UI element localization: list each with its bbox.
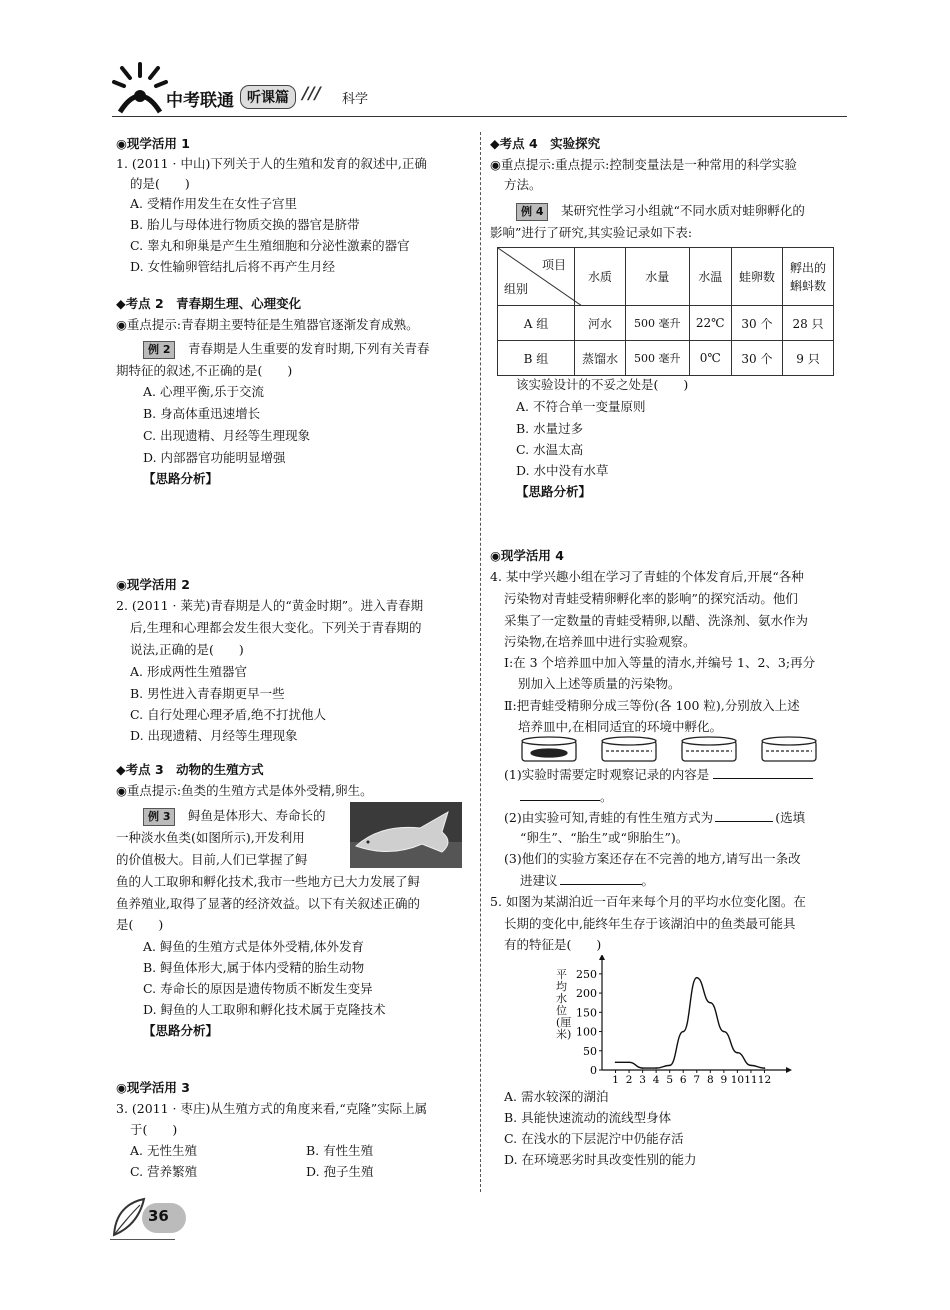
data-point [723,1031,725,1033]
question-line: 后,生理和心理都会发生很大变化。下列关于青春期的 [130,620,422,635]
step-line: Ⅰ:在 3 个培养皿中加入等量的清水,并编号 1、2、3;再分 [504,655,816,670]
table-header: 水量 [626,248,690,306]
option: D. 内部器官功能明显增强 [143,450,286,465]
analysis-label: 【思路分析】 [143,1023,219,1038]
petri-dishes-figure [520,735,820,767]
data-point [764,1067,766,1069]
table-cell: 22℃ [689,306,731,341]
table-cell: 30 个 [731,306,782,341]
analysis-label: 【思路分析】 [516,484,592,499]
answer-blank[interactable] [520,786,600,801]
question-line: 该实验设计的不妥之处是( ) [516,377,689,392]
example-line: 鱼养殖业,取得了显著的经济效益。以下有关叙述正确的 [116,896,420,911]
option: A. 不符合单一变量原则 [516,399,646,414]
option: A. 形成两性生殖器官 [130,664,247,679]
step-line: Ⅱ:把青蛙受精卵分成三等份(各 100 粒),分别放入上述 [504,698,800,713]
data-point [615,1062,617,1064]
y-tick-label: 50 [583,1044,597,1058]
subquestion-line [520,870,654,891]
example-line: 一种淡水鱼类(如图所示),开发利用 [116,830,305,845]
question-line: 3. (2011 · 枣庄)从生殖方式的角度来看,“克隆”实际上属 [116,1101,428,1116]
option: D. 水中没有水草 [516,463,609,478]
analysis-label: 【思路分析】 [143,471,219,486]
brand-title: 中考联通 [166,91,234,111]
topic-title: ◆考点 2 青春期生理、心理变化 [116,296,302,311]
y-tick-label: 250 [576,967,597,981]
section-tag: 听课篇 [240,85,296,109]
y-tick-label: 0 [590,1064,597,1077]
corner-top-label: 项目 [542,258,567,272]
question-line: 1. (2011 · 中山)下列关于人的生殖和发育的叙述中,正确 [116,156,427,171]
table-cell: 0℃ [689,341,731,376]
y-tick-label: 100 [576,1025,597,1039]
x-tick-label: 1 [612,1074,619,1086]
water-level-chart [552,955,792,1090]
example-line: 鱼的人工取卵和孵化技术,我市一些地方已大力发展了鲟 [116,874,420,889]
option: A. 鲟鱼的生殖方式是体外受精,体外发育 [143,939,364,954]
table-cell: 9 只 [783,341,834,376]
line-chart [552,955,792,1090]
section-title: ◉现学活用 3 [116,1080,190,1095]
question-line: 的是( ) [130,176,190,191]
x-tick-label: 2 [625,1074,633,1086]
example-badge: 例 2 [143,341,175,359]
subquestion-text: 进建议 [520,873,558,888]
header-rule [112,116,847,117]
option: D. 在环境恶劣时具改变性别的能力 [504,1152,697,1167]
page-number: 36 [148,1207,169,1225]
corner-bottom-label: 组别 [504,282,529,296]
subquestion-text: 。 [641,873,655,888]
section-title: ◉现学活用 4 [490,548,564,563]
subquestion-text: (1)实验时需要定时观察记录的内容是 [504,767,710,782]
question-line: 2. (2011 · 莱芜)青春期是人的“黄金时期”。进入青春期 [116,598,424,613]
answer-blank[interactable] [560,870,642,885]
example-line [143,339,429,359]
subquestion-line: (3)他们的实验方案还存在不完善的地方,请写出一条改 [504,851,801,866]
option: B. 胎儿与母体进行物质交换的器官是脐带 [130,217,360,232]
x-tick-label: 7 [693,1074,701,1086]
topic-title: ◆考点 4 实验探究 [490,136,601,151]
example-line: 影响”进行了研究,其实验记录如下表: [490,225,693,240]
data-point [642,1067,644,1069]
question-line: 有的特征是( ) [504,937,602,952]
data-point [628,1062,630,1064]
footer-rule [110,1239,175,1240]
option: D. 鲟鱼的人工取卵和孵化技术属于克隆技术 [143,1002,386,1017]
sun-logo-icon [110,60,170,120]
subquestion-text: (选填 [775,810,806,825]
subject-label: 科学 [342,92,369,107]
question-line: 5. 如图为某湖泊近一百年来每个月的平均水位变化图。在 [490,894,806,909]
example-text: 鲟鱼是体形大、寿命长的 [188,808,326,823]
option: C. 营养繁殖 [130,1164,198,1179]
x-axis-arrow [786,1067,792,1073]
data-point [710,1002,712,1004]
option: A. 心理平衡,乐于交流 [143,384,264,399]
data-point [655,1067,657,1069]
question-line: 污染物对青蛙受精卵孵化率的影响”的探究活动。他们 [504,591,798,606]
option: D. 孢子生殖 [306,1164,374,1179]
option: B. 有性生殖 [306,1143,374,1158]
table-corner-cell [498,248,575,306]
option: D. 女性输卵管结扎后将不再产生月经 [130,259,336,274]
data-point [696,977,698,979]
x-tick-label: 5 [666,1074,674,1086]
answer-blank[interactable] [713,764,813,779]
table-cell: 河水 [575,306,626,341]
answer-blank[interactable] [715,807,773,822]
subquestion-line [504,807,805,828]
y-tick-label: 200 [576,987,597,1001]
table-row [498,341,834,376]
option: B. 水量过多 [516,421,584,436]
x-tick-label: 4 [652,1074,660,1086]
example-text: 某研究性学习小组就“不同水质对蛙卵孵化的 [561,203,805,218]
petri-dish-icon [602,737,656,761]
petri-dish-icon [762,737,816,761]
diagonal-line [498,248,582,306]
x-tick-label: 6 [679,1074,687,1086]
example-badge: 例 3 [143,808,175,826]
subquestion-line [520,786,613,807]
table-cell: 30 个 [731,341,782,376]
option: C. 水温太高 [516,442,584,457]
example-line: 期特征的叙述,不正确的是( ) [116,363,293,378]
table-header: 孵出的蝌蚪数 [783,248,834,306]
y-axis-arrow [599,955,605,960]
question-line: 4. 某中学兴趣小组在学习了青蛙的个体发育后,开展“各种 [490,569,804,584]
x-tick-label: 11 [744,1074,758,1086]
key-tip: ◉重点提示:青春期主要特征是生殖器官逐渐发育成熟。 [116,317,419,332]
chart-ylabel: 平均水位(厘米) [556,968,572,1041]
option: D. 出现遗精、月经等生理现象 [130,728,298,743]
table-cell: 500 毫升 [626,341,690,376]
question-line: 长期的变化中,能终年生存于该湖泊中的鱼类最可能具 [504,916,796,931]
option: C. 睾丸和卵巢是产生生殖细胞和分泌性激素的器官 [130,238,410,253]
option: B. 具能快速流动的流线型身体 [504,1110,672,1125]
x-tick-label: 3 [639,1074,646,1086]
question-line: 采集了一定数量的青蛙受精卵,以醋、洗涤剂、氨水作为 [504,613,808,628]
subquestion-text: 。 [600,789,613,804]
table-cell: 蒸馏水 [575,341,626,376]
data-point [669,1065,671,1067]
table-cell: A 组 [498,306,575,341]
question-line: 于( ) [130,1122,178,1137]
step-line: 别加入上述等质量的污染物。 [518,676,681,691]
key-tip: ◉重点提示:鱼类的生殖方式是体外受精,卵生。 [116,783,373,798]
example-badge: 例 4 [516,203,548,221]
x-tick-label: 8 [706,1074,714,1086]
page-footer [110,1195,200,1240]
example-line: 是( ) [116,917,164,932]
topic-title: ◆考点 3 动物的生殖方式 [116,762,264,777]
section-title: ◉现学活用 1 [116,136,190,151]
subquestion-line: “卵生”、“胎生”或“卵胎生”)。 [520,830,689,845]
x-tick-label: 9 [720,1074,728,1086]
data-point [682,1031,684,1033]
example-line [516,201,805,221]
table-cell: B 组 [498,341,575,376]
option: C. 自行处理心理矛盾,绝不打扰他人 [130,707,327,722]
table-header: 蛙卵数 [731,248,782,306]
option: C. 出现遗精、月经等生理现象 [143,428,311,443]
option: C. 在浅水的下层泥泞中仍能存活 [504,1131,684,1146]
y-tick-label: 150 [576,1006,597,1020]
question-line: 污染物,在培养皿中进行实验观察。 [504,634,696,649]
water-level-line [616,978,765,1068]
x-tick-label: 10 [730,1074,745,1086]
experiment-table [497,247,834,376]
data-point [750,1065,752,1067]
key-tip: ◉重点提示:重点提示:控制变量法是一种常用的科学实验 [490,157,797,172]
x-tick-label: 12 [757,1074,772,1086]
data-point [737,1052,739,1054]
slash-decoration: /// [302,84,321,104]
key-tip: 方法。 [504,177,542,192]
column-divider [480,132,481,1192]
table-cell: 28 只 [783,306,834,341]
question-line: 说法,正确的是( ) [130,642,244,657]
example-line: 的价值极大。目前,人们已掌握了鲟 [116,852,308,867]
option: C. 寿命长的原因是遗传物质不断发生变异 [143,981,373,996]
step-line: 培养皿中,在相同适宜的环境中孵化。 [518,719,722,734]
option: A. 无性生殖 [130,1143,197,1158]
example-line [143,806,326,826]
table-row [498,306,834,341]
table-header: 水质 [575,248,626,306]
option: A. 需水较深的湖泊 [504,1089,609,1104]
petri-dish-icon [522,737,576,761]
option: A. 受精作用发生在女性子宫里 [130,196,297,211]
sturgeon-photo [350,802,462,868]
section-title: ◉现学活用 2 [116,577,190,592]
subquestion-line [504,764,813,785]
header [110,60,530,120]
option: B. 男性进入青春期更早一些 [130,686,285,701]
example-text: 青春期是人生重要的发育时期,下列有关青春 [188,341,430,356]
option: B. 身高体重迅速增长 [143,406,261,421]
table-header: 水温 [689,248,731,306]
option: B. 鲟鱼体形大,属于体内受精的胎生动物 [143,960,365,975]
table-cell: 500 毫升 [626,306,690,341]
petri-dish-icon [682,737,736,761]
subquestion-text: (2)由实验可知,青蛙的有性生殖方式为 [504,810,714,825]
